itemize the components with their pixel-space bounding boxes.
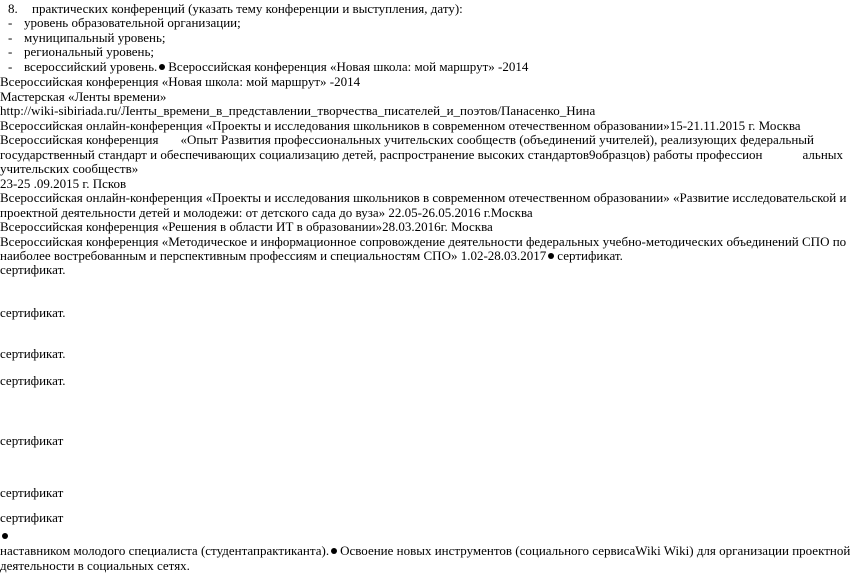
certificate-label: сертификат.: [0, 305, 66, 320]
certificate-label: сертификат.: [0, 262, 66, 278]
bullet-dot-line: [0, 528, 11, 543]
certificate-label: сертификат: [0, 485, 64, 501]
bullet-dot-icon: [2, 533, 8, 539]
text-line: государственный стандарт и обеспечивающих социализацию детей, распространение высоких стандартов9образцов) работы профессион альных: [0, 146, 844, 162]
footer-line: деятельности в социальных сетях.: [0, 557, 190, 573]
text-line: Всероссийская конференция «Новая школа: мой маршрут» -2014: [0, 74, 361, 90]
bullet-dot-icon: [159, 64, 165, 70]
dash-bullet: -: [8, 29, 13, 45]
text-line: Всероссийская онлайн-конференция «Проекты и исследования школьников в современном отечественном образовании»15-21.11.2015 г. Москва: [0, 117, 801, 133]
text-line: Мастерская «Ленты времени»: [0, 88, 167, 104]
certificate-label: сертификат: [0, 510, 64, 526]
bullet-dot-icon: [331, 548, 337, 554]
text-line: 23-25 .09.2015 г. Псков: [0, 175, 127, 191]
section-heading: [8, 1, 463, 16]
certificate-label: сертификат.: [0, 345, 66, 361]
level-item: - муниципальный уровень;: [8, 29, 166, 45]
level-item: - уровень образовательной организации;: [8, 15, 241, 31]
text-line: Всероссийская онлайн-конференция «Проекты и исследования школьников в современном отечественном образовании» «Развитие исследовательской и: [0, 190, 847, 206]
text-line: Всероссийская конференция «Опыт Развития профессиональных учительских сообществ (объединений учителей), реализующих федеральный: [0, 132, 814, 148]
dash-bullet: -: [8, 58, 13, 74]
text-line: Всероссийская конференция «Методическое и информационное сопровождение деятельности федеральных учебно-методических объединений СПО по: [0, 233, 847, 249]
bullet-dot-icon: [548, 253, 554, 259]
text-line: Всероссийская конференция «Решения в области ИТ в образовании»28.03.2016г. Москва: [0, 219, 493, 235]
level-item: - региональный уровень;: [8, 44, 155, 60]
section-number: 8.: [8, 0, 18, 16]
text-line: наиболее востребованным и перспективным профессиям и специальностям СПО» 1.02-28.03.2017 сертификат.: [0, 247, 623, 263]
dash-bullet: -: [8, 44, 13, 60]
wiki-link-text: http://wiki-sibiriada.ru/Ленты_времени_в_представлении_творчества_писателей_и_поэтов/Панасенко_Нина: [0, 103, 596, 119]
text-line: проектной деятельности детей и молодежи: от детского сада до вуза» 22.05-26.05.2016 г.Москва: [0, 204, 533, 220]
footer-line: наставником молодого специалиста (студентапрактиканта). Освоение новых инструментов (социального сервисаWiki Wiki) для организации проектной: [0, 543, 850, 559]
section-heading-text: практических конференций (указать тему конференции и выступления, дату):: [32, 0, 463, 16]
dash-bullet: -: [8, 15, 13, 31]
level-item: - всероссийский уровень. Всероссийская конференция «Новая школа: мой маршрут» -2014: [8, 58, 529, 74]
certificate-label: сертификат: [0, 432, 64, 448]
certificate-label: сертификат.: [0, 372, 66, 388]
text-line: учительских сообществ»: [0, 161, 139, 177]
